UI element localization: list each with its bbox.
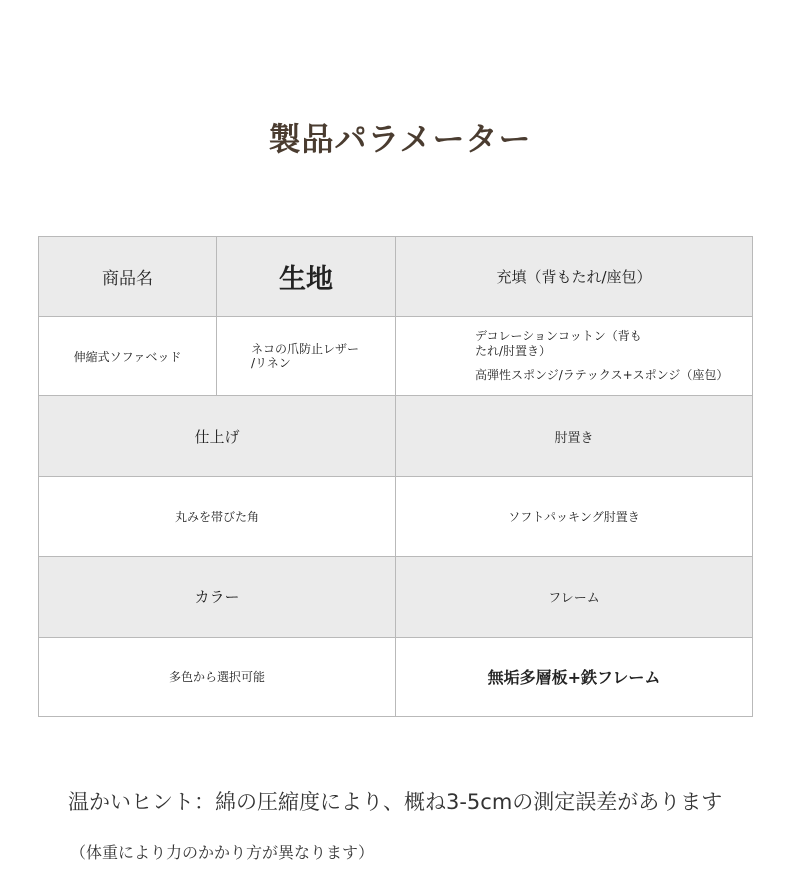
color-header: カラー [39,556,396,637]
fabric-header: 生地 [217,237,396,317]
frame-value: 無垢多層板+鉄フレーム [396,637,753,716]
page-title: 製品パラメーター [268,120,532,158]
filling-value [396,317,753,396]
table-row [39,237,753,317]
filling-value-line: 高弾性スポンジ/ラテックス+スポンジ（座包） [475,368,729,383]
fabric-value-line: /リネン [251,356,291,371]
filling-value-line: デコレーションコットン（背も [475,329,642,344]
frame-header: フレーム [396,556,753,637]
armrest-header: 肘置き [396,396,753,477]
fabric-value [217,317,396,396]
product-name-header: 商品名 [39,237,217,317]
table-row [39,637,753,716]
table-row [39,477,753,556]
product-name-value: 伸縮式ソファベッド [39,317,217,396]
filling-value-line: たれ/肘置き） [475,344,552,359]
table-row [39,317,753,396]
table-row [39,396,753,477]
hint-sub-text: （体重により力のかかり方が異なります） [70,843,375,862]
hint-main-text: 温かいヒント：綿の圧縮度により、概ね3-5cmの測定誤差があります [68,790,723,814]
finish-header: 仕上げ [39,396,396,477]
finish-value: 丸みを帯びた角 [39,477,396,556]
parameter-table [38,236,753,717]
fabric-value-line: ネコの爪防止レザー [251,342,360,357]
table-row [39,556,753,637]
filling-header: 充填（背もたれ/座包） [396,237,753,317]
color-value: 多色から選択可能 [39,637,396,716]
armrest-value: ソフトパッキング肘置き [396,477,753,556]
